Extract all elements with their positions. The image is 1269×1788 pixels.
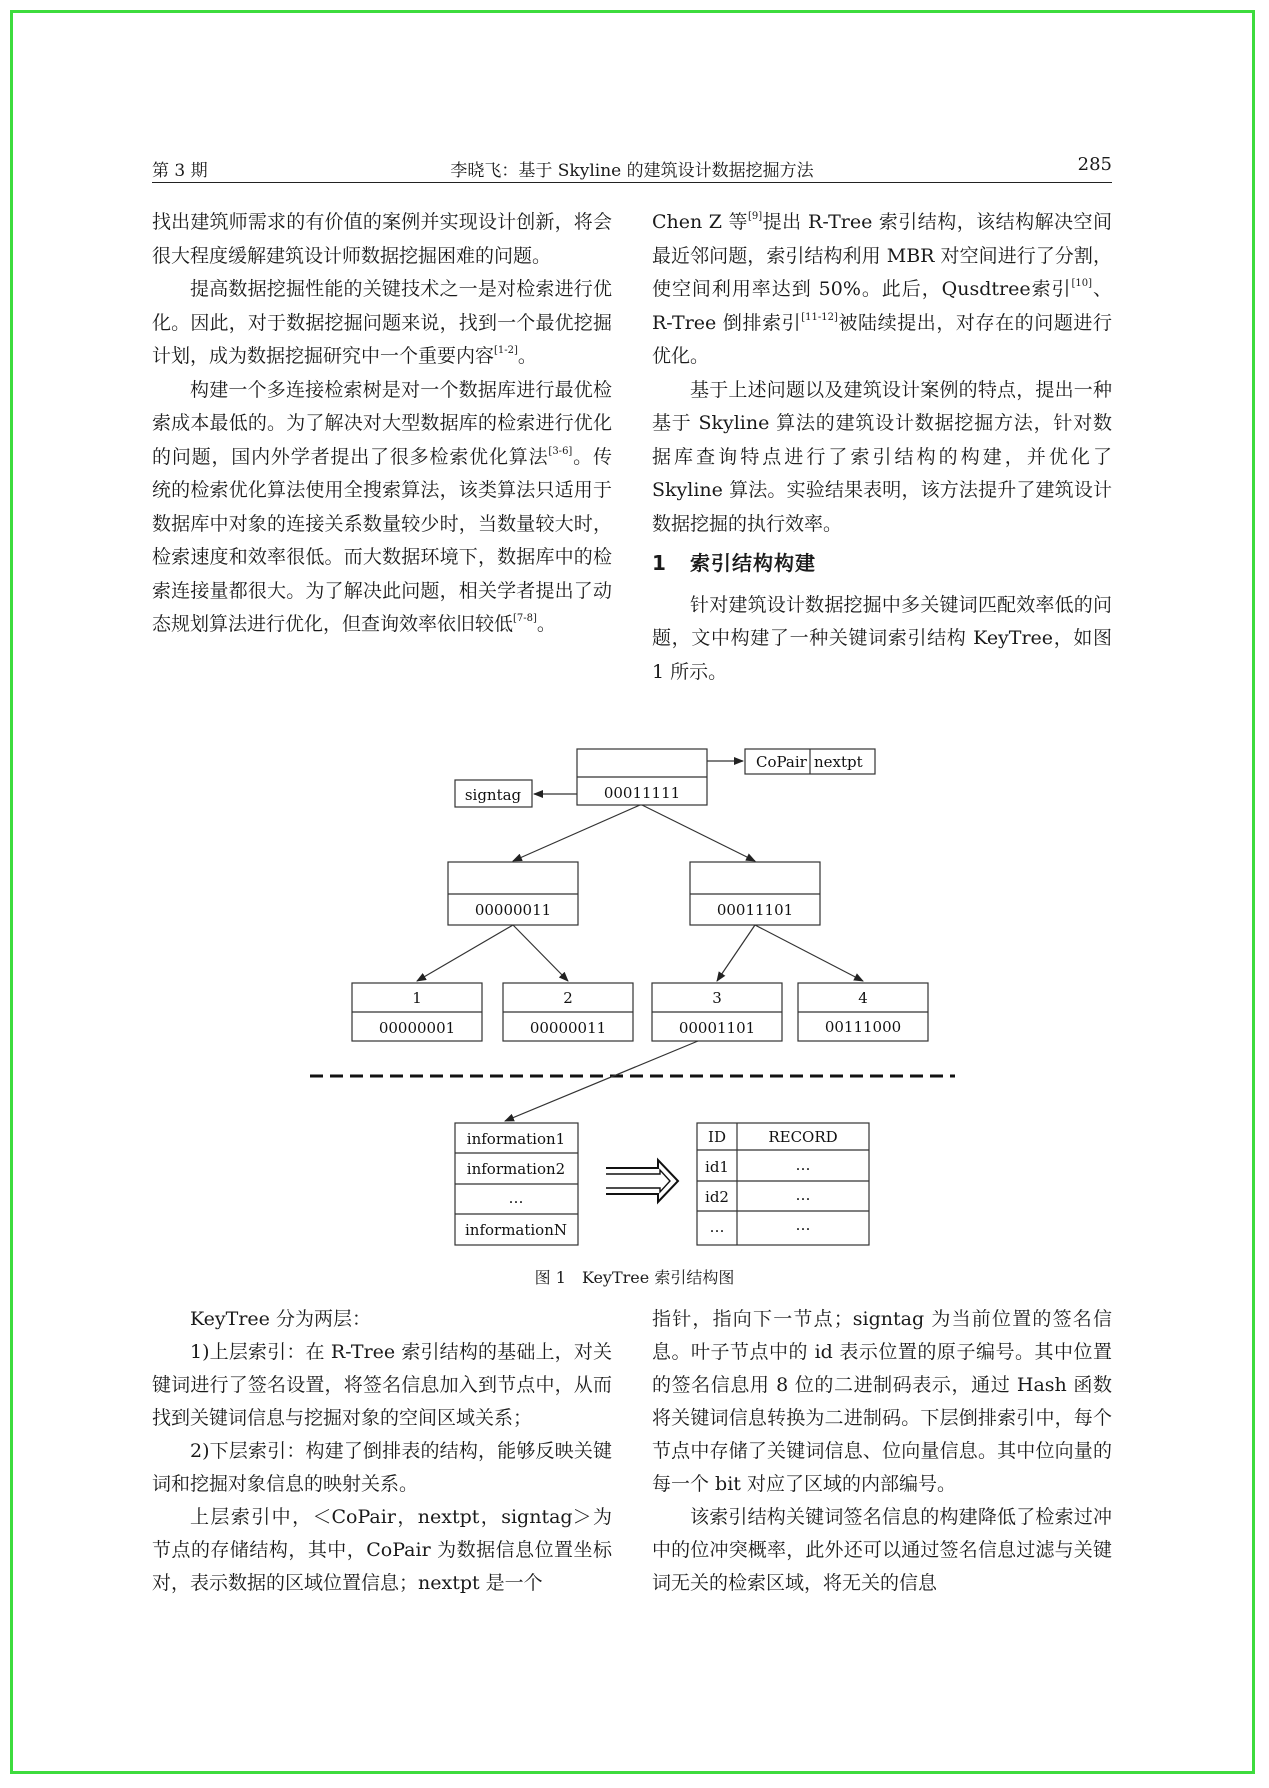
- figure-caption: 图 1 KeyTree 索引结构图: [534, 1268, 735, 1287]
- right-column-bottom: [652, 1303, 1112, 1600]
- right-column-top: [652, 206, 1112, 689]
- mid-left-value: 00000011: [474, 901, 552, 919]
- mid-right-value: 00011101: [716, 901, 794, 919]
- leaf-value: 00000001: [378, 1019, 456, 1037]
- paragraph: 找出建筑师需求的有价值的案例并实现设计创新，将会很大程度缓解建筑设计师数据挖掘困难的问题。: [152, 211, 612, 267]
- table-cell: id1: [705, 1158, 729, 1176]
- citation: [11-12]: [801, 311, 838, 323]
- issue-label: 第 3 期: [152, 161, 208, 181]
- paragraph: 上层索引中，＜CoPair，nextpt，signtag＞为节点的存储结构，其中，CoPair 为数据信息位置坐标对，表示数据的区域位置信息；nextpt 是一个: [152, 1506, 612, 1594]
- leaf-id: 3: [712, 989, 722, 1007]
- nextpt-label: nextpt: [814, 753, 863, 771]
- section-number: 1: [652, 551, 667, 575]
- running-title: 李晓飞：基于 Skyline 的建筑设计数据挖掘方法: [450, 161, 814, 181]
- running-header: [152, 152, 1112, 183]
- section-title: 索引结构构建: [690, 551, 816, 575]
- leaf-value: 00111000: [824, 1018, 902, 1036]
- info-item: information2: [466, 1160, 566, 1178]
- paragraph: 1)上层索引：在 R-Tree 索引结构的基础上，对关键词进行了签名设置，将签名信息加入到节点中，从而找到关键词信息与挖掘对象的空间区域关系；: [152, 1341, 612, 1429]
- paragraph: Chen Z 等[9]提出 R-Tree 索引结构，该结构解决空间最近邻问题，索引结构利用 MBR 对空间进行了分割，使空间利用率达到 50%。此后，Qusdtree索引[10]、R-Tree 倒排索引[11-12]被陆续提出，对存在的问题进行优化。: [652, 211, 1112, 367]
- table-cell: …: [795, 1156, 811, 1174]
- paragraph: 2)下层索引：构建了倒排表的结构，能够反映关键词和挖掘对象信息的映射关系。: [152, 1440, 612, 1495]
- root-value: 00011111: [603, 784, 681, 802]
- copair-label: CoPair: [756, 753, 807, 771]
- paragraph: 提高数据挖掘性能的关键技术之一是对检索进行优化。因此，对于数据挖掘问题来说，找到一个最优挖掘计划，成为数据挖掘研究中一个重要内容[1-2]。: [152, 278, 612, 367]
- signtag-label: signtag: [464, 786, 522, 804]
- section-heading: [652, 547, 1112, 581]
- leaf-id: 2: [563, 989, 573, 1007]
- leaf-value: 00000011: [529, 1019, 607, 1037]
- paragraph: KeyTree 分为两层：: [190, 1308, 371, 1330]
- citation: [9]: [747, 211, 763, 222]
- table-cell: …: [795, 1216, 811, 1234]
- citation: [3-6]: [548, 445, 573, 457]
- info-item: informationN: [464, 1221, 568, 1239]
- left-column-bottom: [152, 1303, 612, 1600]
- page-number: 285: [1077, 154, 1112, 175]
- citation: [1-2]: [494, 345, 518, 356]
- paragraph: 该索引结构关键词签名信息的构建降低了检索过冲中的位冲突概率，此外还可以通过签名信息过滤与关键词无关的检索区域，将无关的信息: [652, 1506, 1112, 1594]
- table-cell: id2: [705, 1188, 729, 1206]
- leaf-value: 00001101: [678, 1019, 756, 1037]
- paragraph: 针对建筑设计数据挖掘中多关键词匹配效率低的问题，文中构建了一种关键词索引结构 KeyTree，如图 1 所示。: [652, 593, 1112, 683]
- paragraph: 基于上述问题以及建筑设计案例的特点，提出一种基于 Skyline 算法的建筑设计数据挖掘方法，针对数据库查询特点进行了索引结构的构建，并优化了 Skyline 算法。实验结果表明，该方法提升了建筑设计数据挖掘的执行效率。: [652, 378, 1112, 535]
- left-column-top: [152, 206, 612, 642]
- table-cell: …: [709, 1218, 725, 1236]
- info-item: information1: [466, 1130, 566, 1148]
- leaf-id: 4: [858, 989, 868, 1007]
- table-header-record: RECORD: [768, 1128, 838, 1146]
- table-header-id: ID: [708, 1128, 726, 1146]
- leaf-id: 1: [412, 989, 422, 1007]
- info-item: …: [508, 1189, 524, 1207]
- paragraph: 指针，指向下一节点；signtag 为当前位置的签名信息。叶子节点中的 id 表示位置的原子编号。其中位置的签名信息用 8 位的二进制码表示，通过 Hash 函数将关键词信息转换为二进制码。下层倒排索引中，每个节点中存储了关键词信息、位向量信息。其中位向量的每一个 bit 对应了区域的内部编号。: [652, 1308, 1112, 1495]
- citation: [7-8]: [513, 613, 537, 624]
- citation: [10]: [1071, 278, 1093, 289]
- table-cell: …: [795, 1186, 811, 1204]
- paragraph: 构建一个多连接检索树是对一个数据库进行最优检索成本最低的。为了解决对大型数据库的检索进行优化的问题，国内外学者提出了很多检索优化算法[3-6]。传统的检索优化算法使用全搜索算法，该类算法只适用于数据库中对象的连接关系数量较少时，当数量较大时，检索速度和效率很低。而大数据环境下，数据库中的检索连接量都很大。为了解决此问题，相关学者提出了动态规划算法进行优化，但查询效率依旧较低[7-8]。: [152, 378, 612, 635]
